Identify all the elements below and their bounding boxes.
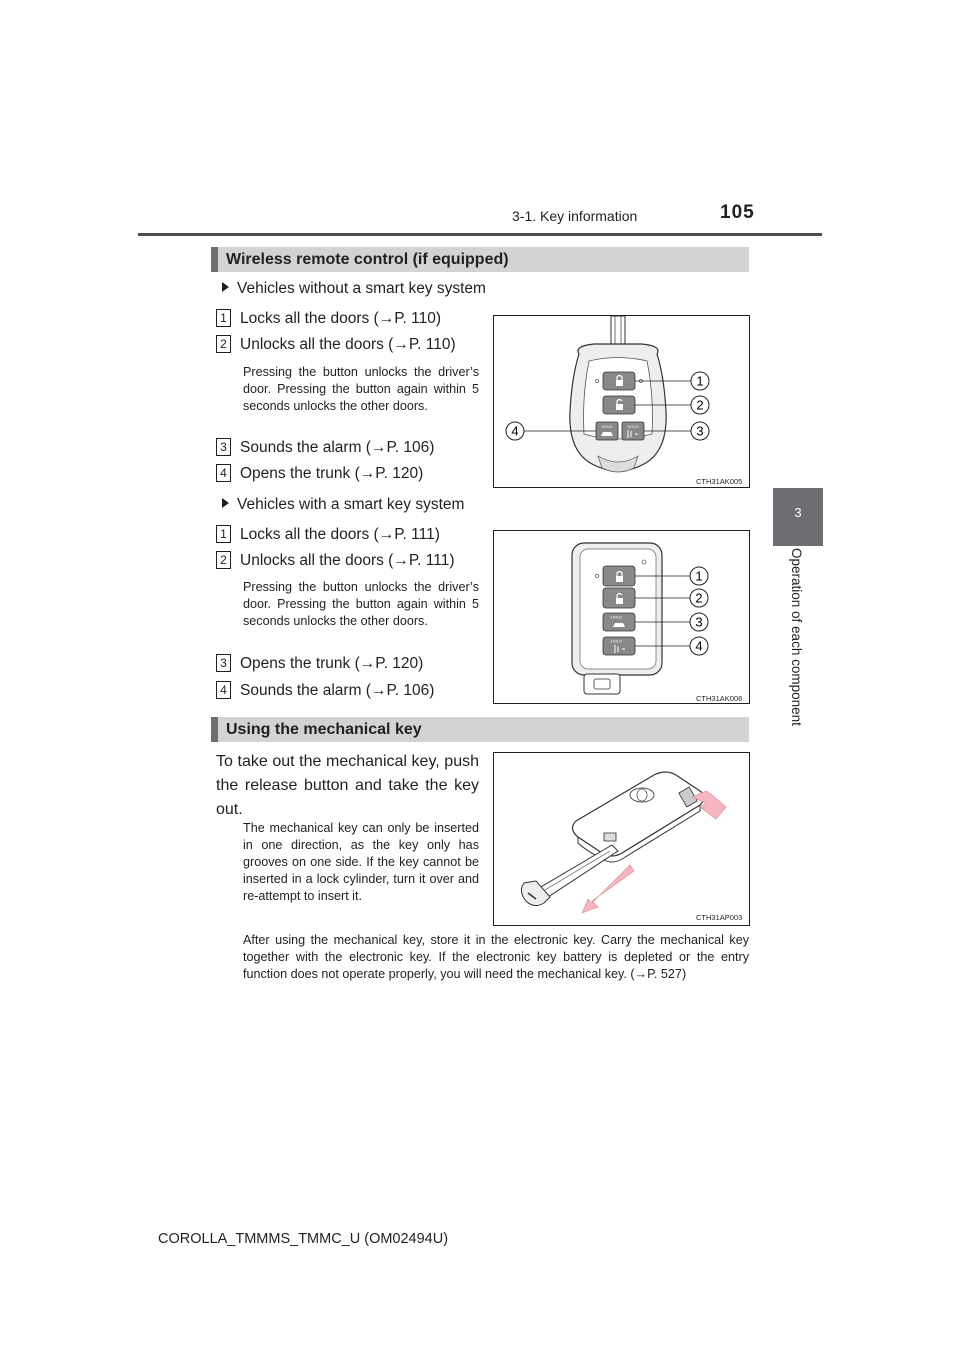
list-item: 2 Unlocks all the doors (→P. 110) <box>216 335 456 354</box>
page-number: 105 <box>720 202 755 223</box>
header-rule <box>138 233 822 236</box>
hold-label: HOLD <box>627 424 639 429</box>
trunk-icon <box>601 432 613 436</box>
trunk-icon <box>613 623 625 627</box>
callout-1: 1 <box>696 373 704 389</box>
hold-label: HOLD <box>611 638 623 644</box>
callout-2: 2 <box>696 397 704 413</box>
footer-doc-id: COROLLA_TMMMS_TMMC_U (OM02494U) <box>158 1231 449 1247</box>
instruction-text: To take out the mechanical key, push the release button and take the key out. <box>216 753 479 818</box>
section-heading-wireless: Wireless remote control (if equipped) <box>211 247 749 272</box>
chapter-tab-number: 3 <box>794 505 802 520</box>
figure-smart-key <box>493 530 750 704</box>
list-item: 1 Locks all the doors (→P. 111) <box>216 525 440 544</box>
callout-4: 4 <box>695 638 703 654</box>
note-text: The mechanical key can only be inserted in one direction, as the key only has grooves on one side. If the key cannot be inserted in a lock cylinder, turn it over and re-attempt to insert it. <box>243 821 479 903</box>
list-item: 2 Unlocks all the doors (→P. 111) <box>216 551 455 570</box>
chapter-tab-title: Operation of each component <box>789 548 804 726</box>
subsection-no-smart-key: Vehicles without a smart key system <box>222 280 486 298</box>
figure-key-fob-no-smart <box>493 315 750 488</box>
section-heading-mechanical: Using the mechanical key <box>211 717 749 742</box>
figure-code: CTH31AK005 <box>696 477 743 486</box>
subsection-smart-key: Vehicles with a smart key system <box>222 496 464 514</box>
figure-code: CTH31AP003 <box>696 913 743 922</box>
pull-arrow-icon <box>582 865 634 913</box>
list-item: 3 Opens the trunk (→P. 120) <box>216 654 423 673</box>
callout-3: 3 <box>695 614 703 630</box>
callout-1: 1 <box>695 568 703 584</box>
hold-label: HOLD <box>601 424 613 429</box>
hold-label: HOLD <box>611 614 623 620</box>
list-item: 4 Opens the trunk (→P. 120) <box>216 464 423 483</box>
list-item: 3 Sounds the alarm (→P. 106) <box>216 438 434 457</box>
figure-mechanical-key <box>493 752 750 926</box>
callout-4: 4 <box>511 423 519 439</box>
figure-code: CTH31AK006 <box>696 694 743 703</box>
note-text: Pressing the button unlocks the driver’s door. Pressing the button again within 5 seconds unlocks the other doors. <box>243 365 479 413</box>
list-item: 4 Sounds the alarm (→P. 106) <box>216 681 434 700</box>
callout-2: 2 <box>695 590 703 606</box>
note-text: Pressing the button unlocks the driver’s door. Pressing the button again within 5 seconds unlocks the other doors. <box>243 580 479 628</box>
header-section-title: 3-1. Key information <box>512 208 638 224</box>
note-text: After using the mechanical key, store it in the electronic key. Carry the mechanical key together with the electronic key. If the electronic key battery is depleted or the entry function does not operate properly, you will need the mechanical key. (→P. 527) <box>243 933 749 981</box>
list-item: 1 Locks all the doors (→P. 110) <box>216 309 441 328</box>
callout-3: 3 <box>696 423 704 439</box>
